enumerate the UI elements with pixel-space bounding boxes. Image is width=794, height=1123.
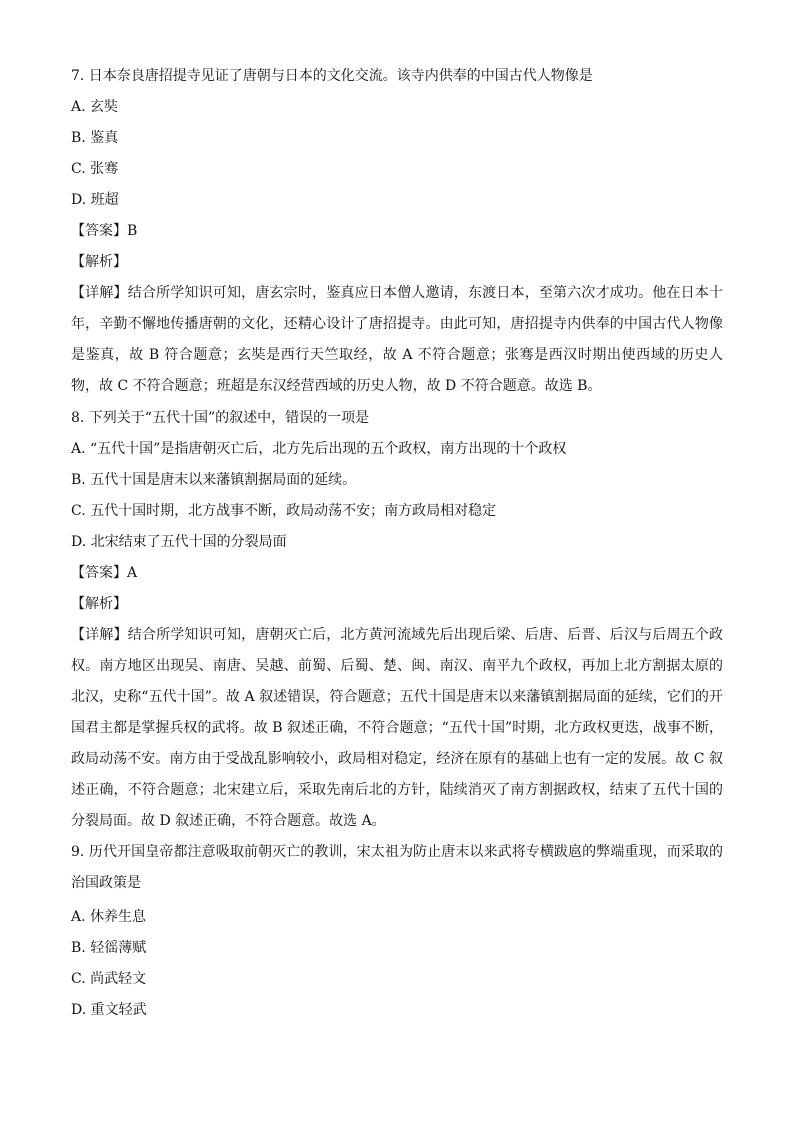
q7-option-d: D. 班超 bbox=[71, 192, 119, 208]
question-7-stem: 7. 日本奈良唐招提寺见证了唐朝与日本的文化交流。该寺内供奉的中国古代人物像是 bbox=[71, 68, 593, 84]
q7-answer-row bbox=[71, 221, 137, 241]
q9-option-d: D. 重文轻武 bbox=[71, 1002, 147, 1018]
q8-option-c: C. 五代十国时期，北方战事不断，政局动荡不安；南方政局相对稳定 bbox=[71, 503, 497, 519]
q8-detail-paragraph bbox=[71, 620, 723, 837]
q7-analysis-label: 【解析】 bbox=[71, 254, 127, 270]
detail-label: 【详解】 bbox=[71, 627, 128, 643]
q9-option-c: C. 尚武轻文 bbox=[71, 971, 147, 987]
q8-option-b: B. 五代十国是唐末以来藩镇割据局面的延续。 bbox=[71, 472, 357, 488]
detail-label: 【详解】 bbox=[71, 285, 128, 301]
q7-detail-paragraph bbox=[71, 278, 723, 402]
detail-text: 结合所学知识可知，唐朝灭亡后，北方黄河流域先后出现后梁、后唐、后晋、后汉与后周五个政权。南方地区出现吴、南唐、吴越、前蜀、后蜀、楚、闽、南汉、南平九个政权，再加上北方割据太原的北汉，史称“五代十国”。故 A 叙述错误，符合题意；五代十国是唐末以来藩镇割据局面的延续，它们的开国君主都是掌握兵权的武将。故 B 叙述正确，不符合题意；“五代十国”时期，北方政权更迭，战事不断，政局动荡不安。南方由于受战乱影响较小，政局相对稳定，经济在原有的基础上也有一定的发展。故 C 叙述正确，不符合题意；北宋建立后，采取先南后北的方针，陆续消灭了南方割据政权，结束了五代十国的分裂局面。故 D 叙述正确，不符合题意。故选 A。 bbox=[71, 627, 724, 829]
q8-answer-row bbox=[71, 563, 137, 583]
detail-text: 结合所学知识可知，唐玄宗时，鉴真应日本僧人邀请，东渡日本，至第六次才成功。他在日本十年，辛勤不懈地传播唐朝的文化，还精心设计了唐招提寺。由此可知，唐招提寺内供奉的中国古代人物像是鉴真，故 B 符合题意；玄奘是西行天竺取经，故 A 不符合题意；张骞是西汉时期出使西域的历史人物，故 C 不符合题意；班超是东汉经营西域的历史人物，故 D 不符合题意。故选 B。 bbox=[71, 285, 724, 394]
question-9-stem: 9. 历代开国皇帝都注意吸取前朝灭亡的教训，宋太祖为防止唐末以来武将专横跋扈的弊端重现，而采取的治国政策是 bbox=[71, 844, 723, 891]
answer-value: B bbox=[127, 223, 138, 239]
answer-label: 【答案】 bbox=[71, 565, 127, 581]
q7-option-b: B. 鉴真 bbox=[71, 130, 119, 146]
q8-option-d: D. 北宋结束了五代十国的分裂局面 bbox=[71, 534, 287, 550]
q9-option-a: A. 休养生息 bbox=[71, 909, 147, 925]
q7-option-c: C. 张骞 bbox=[71, 161, 119, 177]
answer-value: A bbox=[127, 565, 138, 581]
q8-analysis-label: 【解析】 bbox=[71, 596, 127, 612]
answer-label: 【答案】 bbox=[71, 223, 127, 239]
q9-option-b: B. 轻徭薄赋 bbox=[71, 940, 147, 956]
q7-option-a: A. 玄奘 bbox=[71, 99, 119, 115]
q8-option-a: A. “五代十国”是指唐朝灭亡后，北方先后出现的五个政权，南方出现的十个政权 bbox=[71, 441, 567, 457]
question-8-stem: 8. 下列关于“五代十国”的叙述中，错误的一项是 bbox=[71, 410, 370, 426]
